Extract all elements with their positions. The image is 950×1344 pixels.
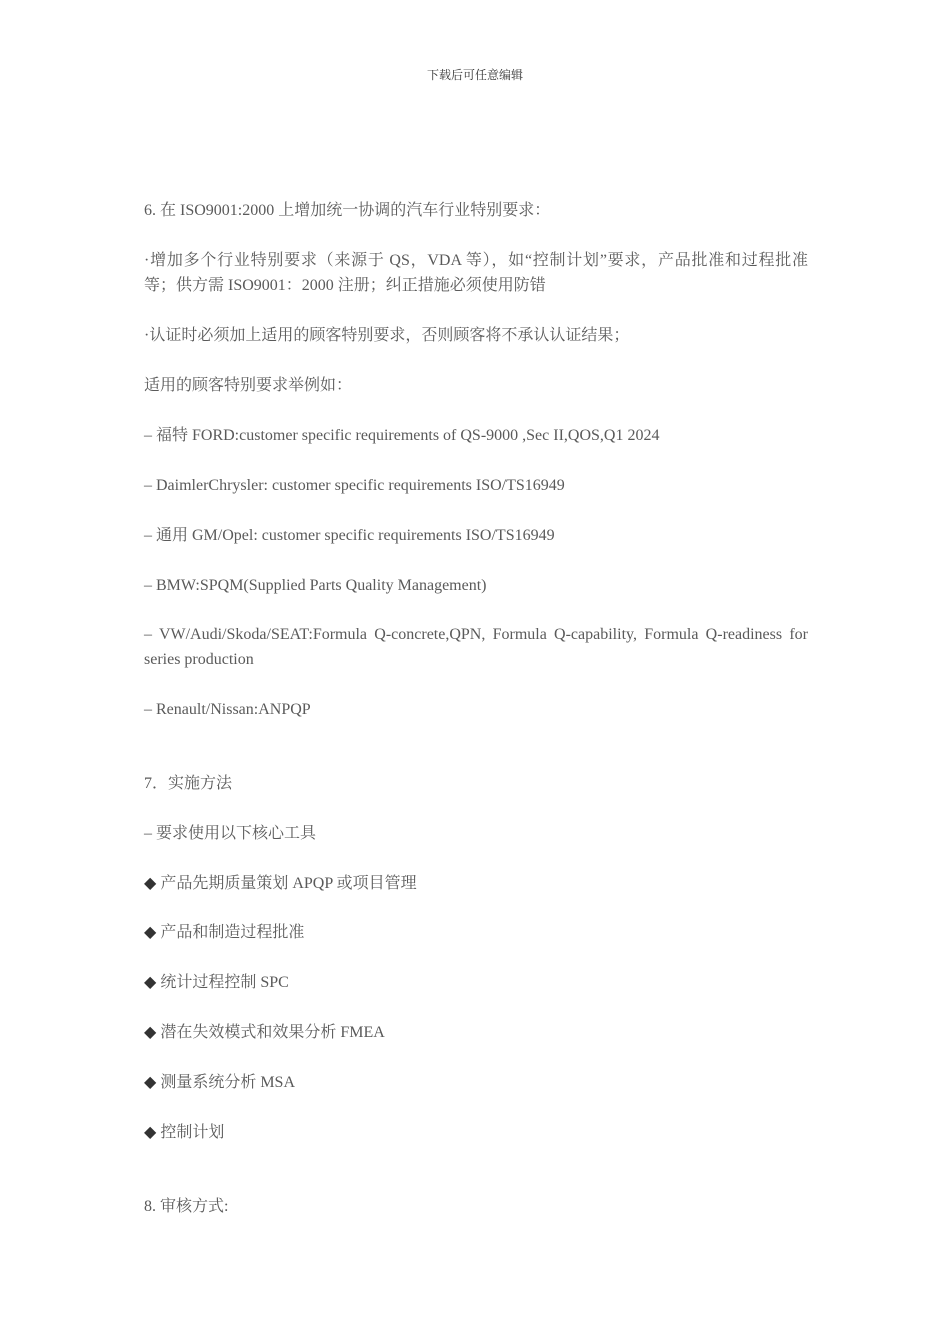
core-tool-label: 产品先期质量策划 APQP 或项目管理 <box>160 875 417 892</box>
customer-requirement-item: – 通用 GM/Opel: customer specific requirements ISO/TS16949 <box>144 527 555 544</box>
diamond-bullet-icon: ◆ <box>144 1074 157 1091</box>
customer-requirement-item: – VW/Audi/Skoda/SEAT:Formula Q-concrete,QPN, Formula Q-capability, Formula Q-readiness for series production <box>144 626 808 668</box>
page-header-note: 下载后可任意编辑 <box>426 68 523 82</box>
diamond-bullet-icon: ◆ <box>144 974 157 991</box>
section-6-paragraph-2: ·认证时必须加上适用的顾客特别要求，否则顾客将不承认认证结果； <box>144 327 630 344</box>
diamond-bullet-icon: ◆ <box>144 875 157 892</box>
section-7-heading: 7．实施方法 <box>144 775 233 792</box>
customer-requirement-item: – Renault/Nissan:ANPQP <box>144 701 311 718</box>
core-tool-item <box>144 970 808 995</box>
diamond-bullet-icon: ◆ <box>144 1024 157 1041</box>
diamond-bullet-icon: ◆ <box>144 1124 157 1141</box>
core-tool-label: 潜在失效模式和效果分析 FMEA <box>160 1024 385 1041</box>
core-tool-label: 统计过程控制 SPC <box>160 974 289 991</box>
section-7-intro: – 要求使用以下核心工具 <box>144 825 317 842</box>
core-tool-label: 测量系统分析 MSA <box>160 1074 295 1091</box>
customer-requirement-item: – 福特 FORD:customer specific requirements of QS-9000 ,Sec II,QOS,Q1 2024 <box>144 427 660 444</box>
section-6-paragraph-3: 适用的顾客特别要求举例如： <box>144 377 353 394</box>
core-tool-label: 产品和制造过程批准 <box>160 924 305 941</box>
customer-requirement-item: – BMW:SPQM(Supplied Parts Quality Management) <box>144 577 487 594</box>
customer-requirement-item: – DaimlerChrysler: customer specific requirements ISO/TS16949 <box>144 477 565 494</box>
core-tool-label: 控制计划 <box>160 1124 225 1141</box>
section-6-heading: 6. 在 ISO9001:2000 上增加统一协调的汽车行业特别要求： <box>144 202 551 219</box>
core-tool-item <box>144 1070 808 1095</box>
core-tool-item <box>144 871 808 896</box>
section-8-heading: 8. 审核方式: <box>144 1198 229 1215</box>
core-tool-item <box>144 1120 808 1145</box>
core-tool-item <box>144 920 808 945</box>
section-6-paragraph-1: ·增加多个行业特别要求（来源于 QS，VDA 等），如“控制计划”要求，产品批准和过程批准等；供方需 ISO9001：2000 注册；纠正措施必须使用防错 <box>144 252 808 294</box>
core-tool-item <box>144 1020 808 1045</box>
diamond-bullet-icon: ◆ <box>144 924 157 941</box>
